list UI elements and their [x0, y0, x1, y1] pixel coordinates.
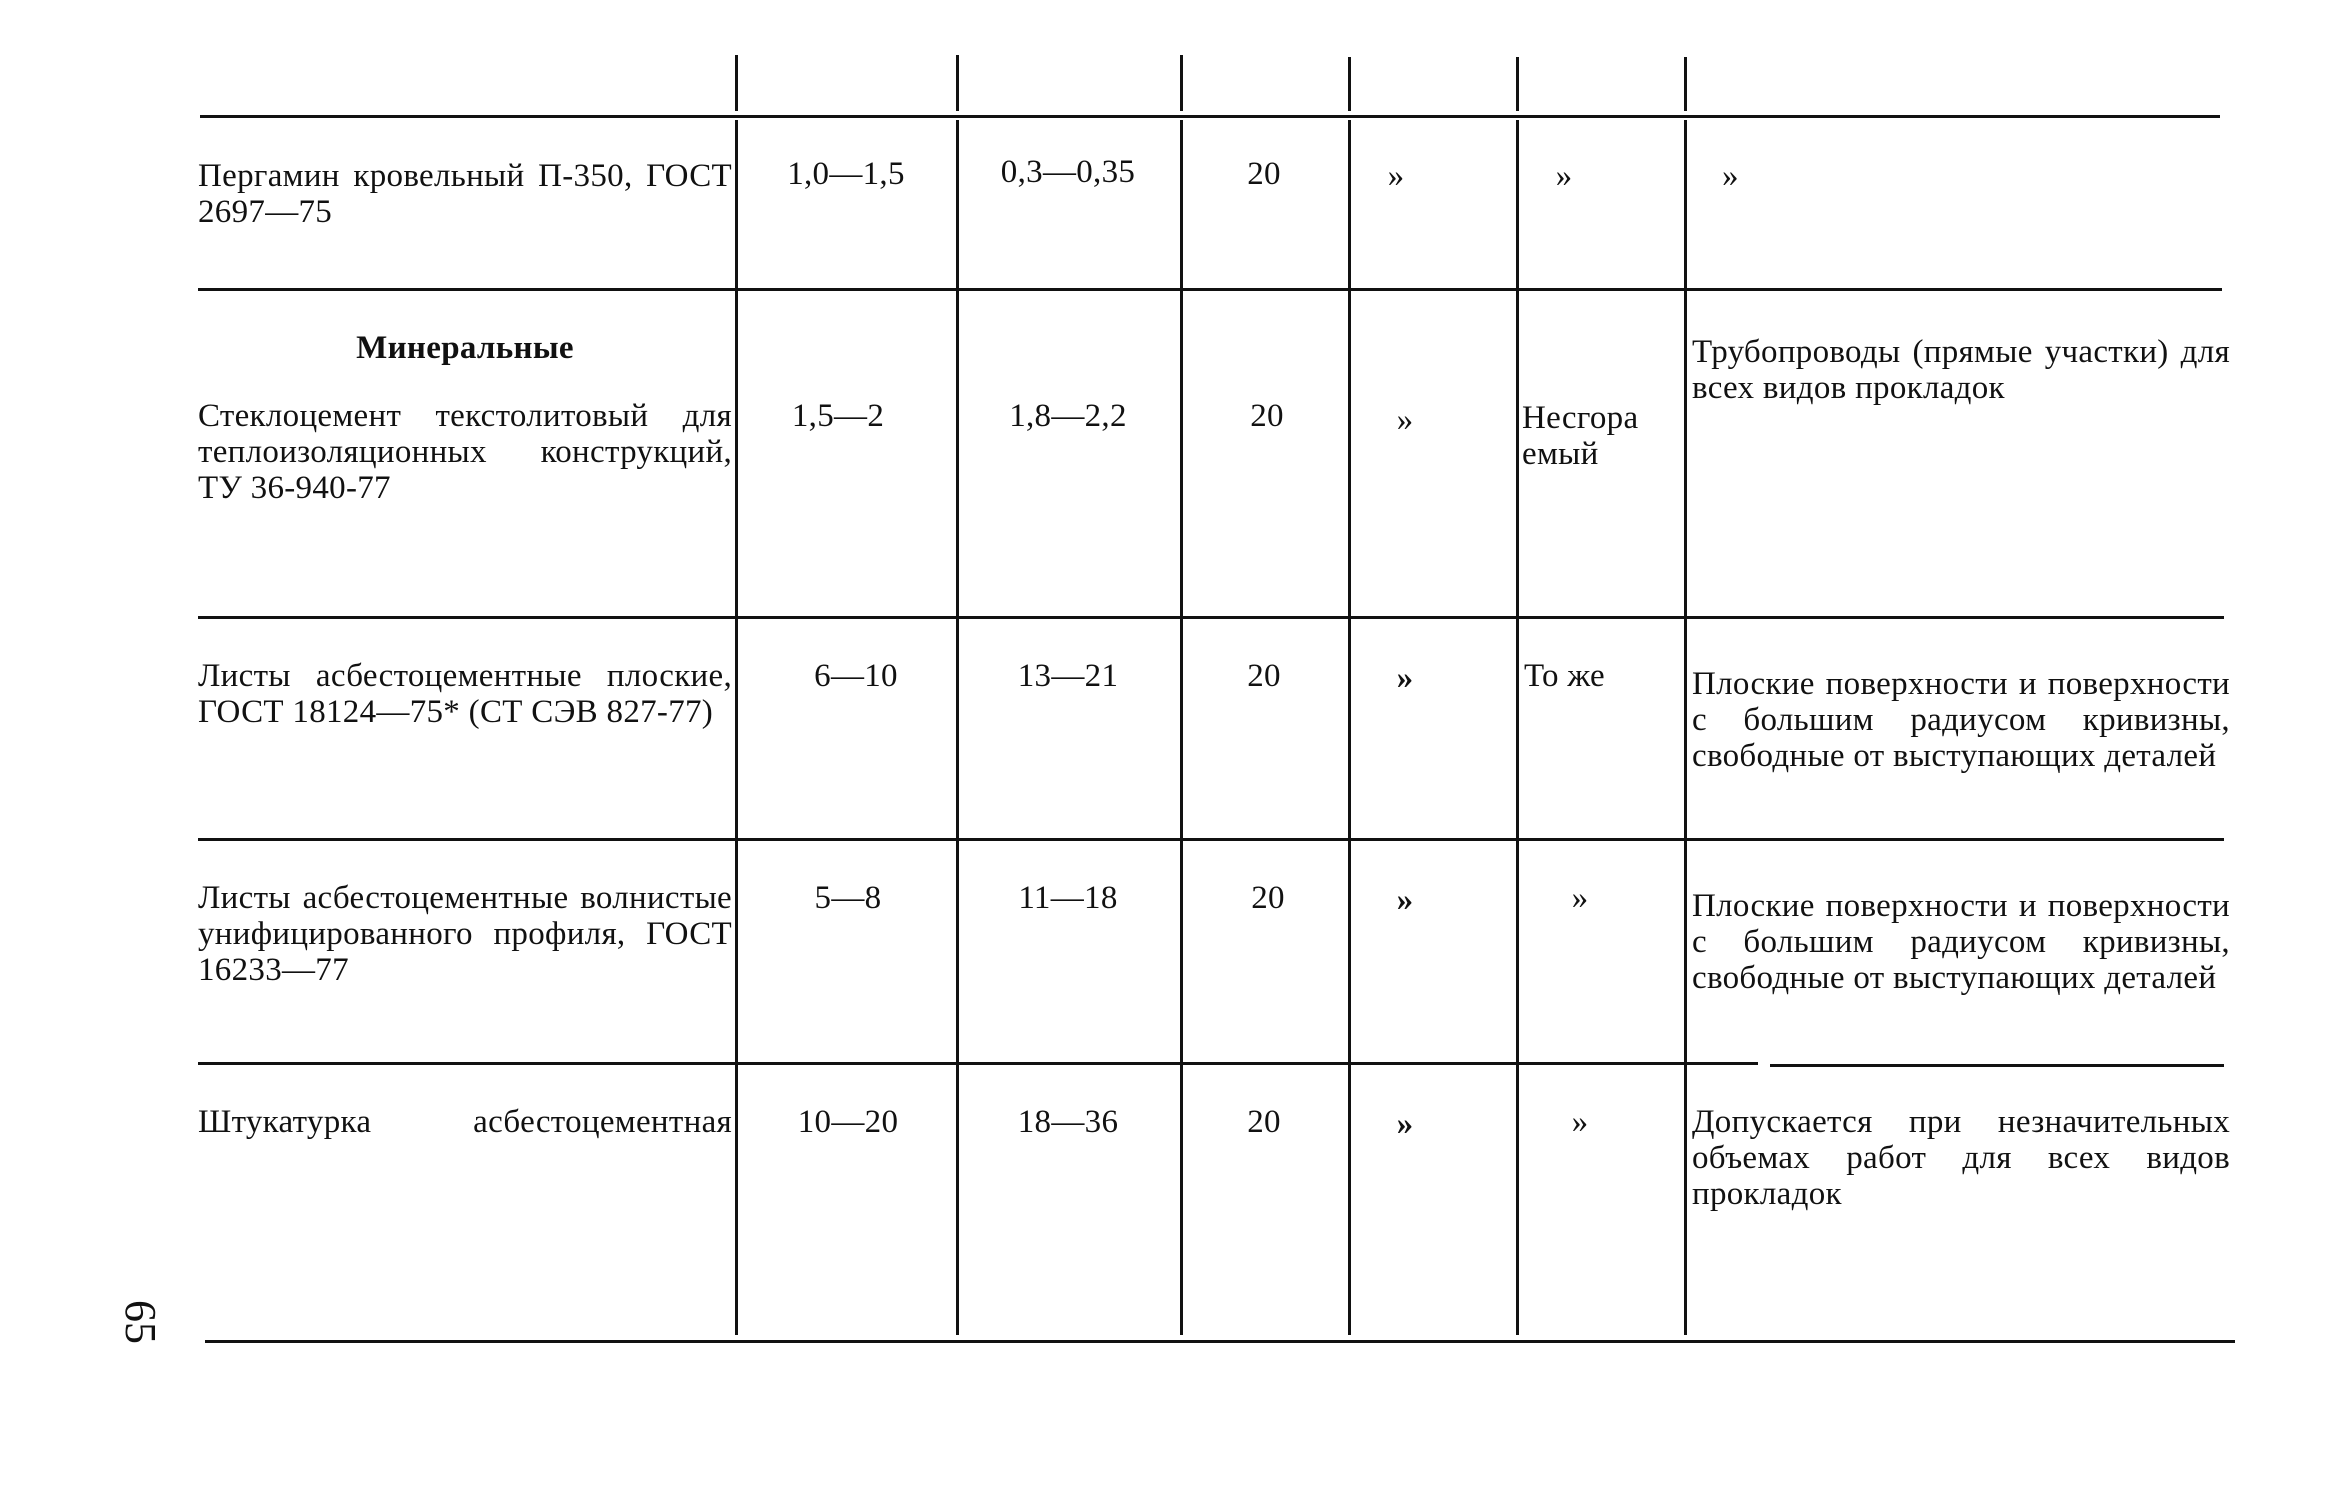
row-2-service-life: 20	[1250, 398, 1284, 434]
table-top-rule	[200, 115, 2220, 118]
row-2-name: Стеклоцемент текстолитовый для теплоизоляционных конструкций, ТУ 36-940-77	[198, 398, 732, 506]
row-5-service-life: 20	[1247, 1104, 1281, 1140]
row-1-application: »	[1722, 158, 1739, 194]
row-3-col5: »	[1396, 660, 1414, 696]
row-4-name: Листы асбестоцементные волнистые унифицированного профиля, ГОСТ 16233—77	[198, 880, 732, 988]
row-divider-4b	[1770, 1064, 2224, 1067]
row-4-col6: »	[1571, 880, 1589, 916]
table-bottom-rule	[205, 1340, 2235, 1343]
row-1-col6: »	[1555, 158, 1573, 194]
column-divider-2	[956, 120, 959, 1335]
column-divider-1-stub	[735, 55, 738, 111]
row-divider-1	[198, 288, 2222, 291]
row-1-col5: »	[1387, 158, 1405, 194]
row-3-thickness: 6—10	[814, 658, 898, 694]
row-1-weight: 0,3—0,35	[1000, 154, 1136, 190]
row-4-service-life: 20	[1251, 880, 1285, 916]
row-5-col6: »	[1571, 1104, 1589, 1140]
column-divider-2-stub	[956, 55, 959, 111]
row-divider-4a	[198, 1062, 1758, 1065]
column-divider-4	[1348, 120, 1351, 1335]
row-2-thickness: 1,5—2	[791, 398, 885, 434]
page-number: 65	[116, 1300, 165, 1344]
row-1-thickness: 1,0—1,5	[787, 156, 905, 192]
row-4-weight: 11—18	[1018, 880, 1118, 916]
row-1-service-life: 20	[1247, 156, 1281, 192]
row-2-section-heading: Минеральные	[356, 330, 574, 366]
row-3-col6: То же	[1524, 658, 1605, 694]
column-divider-6	[1684, 120, 1687, 1335]
row-5-thickness: 10—20	[797, 1104, 899, 1140]
row-divider-2	[198, 616, 2224, 619]
column-divider-4-stub	[1348, 57, 1351, 111]
row-5-weight: 18—36	[1017, 1104, 1119, 1140]
column-divider-3-stub	[1180, 55, 1183, 111]
row-1-name: Пергамин кровельный П-350, ГОСТ 2697—75	[198, 158, 732, 230]
row-5-col5: »	[1396, 1106, 1414, 1142]
row-4-application: Плоские поверхности и поверхности с большим радиусом кривизны, свободные от выступающих деталей	[1692, 888, 2230, 996]
row-3-name: Листы асбестоцементные плоские, ГОСТ 18124—75* (СТ СЭВ 827-77)	[198, 658, 732, 730]
column-divider-5	[1516, 120, 1519, 1335]
row-3-application: Плоские поверхности и поверхности с большим радиусом кривизны, свободные от выступающих деталей	[1692, 666, 2230, 774]
row-2-col6: Несгораемый	[1522, 400, 1639, 472]
row-5-application: Допускается при незначительных объемах работ для всех видов прокладок	[1692, 1104, 2230, 1212]
row-4-thickness: 5—8	[814, 880, 882, 916]
column-divider-6-stub	[1684, 57, 1687, 111]
column-divider-3	[1180, 120, 1183, 1335]
row-2-application: Трубопроводы (прямые участки) для всех видов прокладок	[1692, 334, 2230, 406]
row-3-service-life: 20	[1247, 658, 1281, 694]
row-4-col5: »	[1396, 882, 1414, 918]
column-divider-5-stub	[1516, 57, 1519, 111]
row-2-weight: 1,8—2,2	[1009, 398, 1127, 434]
row-5-name: Штукатурка асбестоцементная	[198, 1104, 732, 1140]
row-divider-3	[198, 838, 2224, 841]
row-3-weight: 13—21	[1017, 658, 1119, 694]
row-2-col5: »	[1396, 402, 1414, 438]
column-divider-1	[735, 120, 738, 1335]
